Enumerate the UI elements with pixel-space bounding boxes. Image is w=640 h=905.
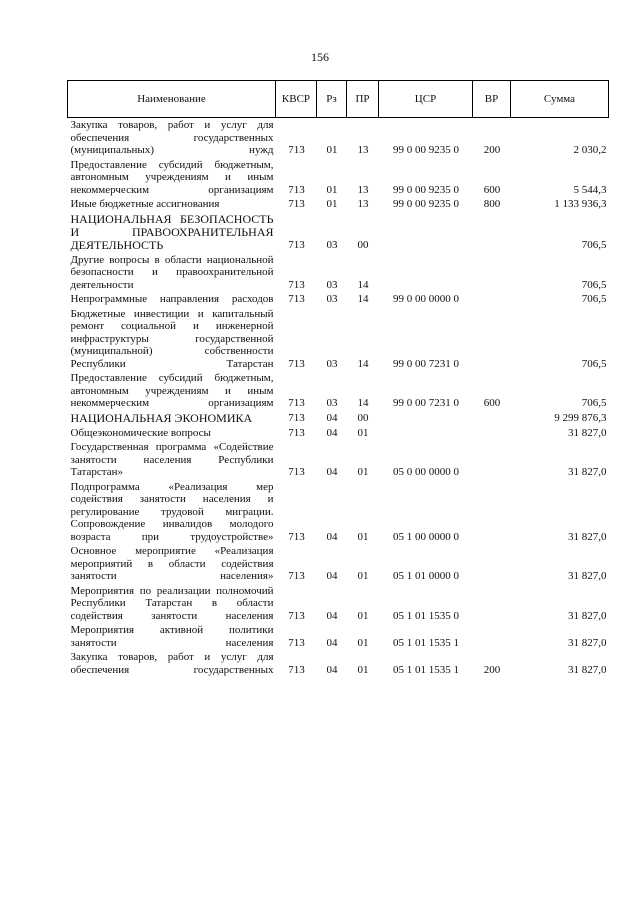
row-pr: 01	[357, 466, 369, 478]
row-pr: 14	[357, 357, 369, 370]
row-sum: 31 827,0	[568, 609, 607, 622]
row-csr: 99 0 00 7231 0	[393, 397, 459, 409]
row-csr	[379, 212, 473, 253]
row-pr: 13	[357, 144, 369, 156]
row-sum: 31 827,0	[568, 466, 607, 478]
table-row	[68, 623, 609, 650]
row-kvsr: 713	[288, 530, 305, 543]
row-name: Иные бюджетные ассигнования	[70, 198, 220, 210]
row-pr: 00	[357, 239, 369, 251]
row-vr	[473, 411, 511, 426]
row-kvsr: 713	[288, 609, 305, 622]
row-name: Бюджетные инвестиции и капитальный ремонт социальной и инженерной инфраструктуры государственной (муниципальной) собственности Республики Татарстан	[70, 307, 274, 370]
row-name: Закупка товаров, работ и услуг для обеспечения государственных	[70, 651, 274, 676]
row-vr	[473, 426, 511, 441]
table-row	[68, 584, 609, 624]
row-kvsr: 713	[288, 278, 305, 291]
row-csr	[379, 253, 473, 293]
row-sum: 706,5	[581, 357, 607, 370]
row-kvsr: 713	[288, 636, 305, 649]
row-vr	[473, 584, 511, 624]
row-csr: 05 1 00 0000 0	[393, 530, 459, 543]
row-vr: 200	[483, 144, 501, 156]
row-sum: 31 827,0	[568, 636, 607, 649]
row-kvsr: 713	[288, 663, 305, 676]
row-rz: 01	[326, 144, 338, 156]
row-vr: 200	[483, 663, 501, 676]
row-rz: 04	[326, 426, 338, 439]
row-rz: 04	[326, 663, 338, 676]
row-rz: 03	[326, 397, 338, 409]
row-csr: 99 0 00 0000 0	[393, 293, 459, 305]
row-name: Закупка товаров, работ и услуг для обеспечения государственных (муниципальных) нужд	[70, 119, 274, 156]
row-vr	[473, 212, 511, 253]
row-name: НАЦИОНАЛЬНАЯ ЭКОНОМИКА	[70, 410, 253, 425]
row-rz: 03	[326, 357, 338, 370]
row-kvsr: 713	[288, 426, 305, 439]
row-rz: 04	[326, 636, 338, 649]
row-csr: 05 1 01 1535 1	[393, 636, 459, 649]
header-pr: ПР	[347, 81, 379, 118]
budget-table	[67, 80, 609, 677]
row-vr	[473, 623, 511, 650]
row-pr: 14	[357, 397, 369, 409]
header-csr: ЦСР	[379, 81, 473, 118]
row-name: Предоставление субсидий бюджетным, автономным учреждениям и иным некоммерческим организациям	[70, 158, 274, 196]
table-row	[68, 426, 609, 441]
header-rz: Рз	[317, 81, 347, 118]
row-sum: 1 133 936,3	[554, 198, 607, 210]
row-csr	[379, 411, 473, 426]
row-kvsr: 713	[288, 239, 305, 251]
table-row	[68, 440, 609, 480]
table-header-row	[68, 81, 609, 118]
row-rz: 03	[326, 293, 338, 305]
row-name: Другие вопросы в области национальной безопасности и правоохранительной деятельности	[70, 253, 274, 291]
table-row	[68, 212, 609, 253]
row-rz: 01	[326, 183, 338, 196]
row-rz: 01	[326, 198, 338, 210]
row-csr: 99 0 00 7231 0	[393, 357, 459, 370]
table-row	[68, 307, 609, 372]
row-csr: 05 0 00 0000 0	[393, 466, 459, 478]
row-rz: 04	[326, 466, 338, 478]
row-pr: 14	[357, 278, 369, 291]
row-name: Мероприятия по реализации полномочий Республики Татарстан в области содействия занятости населения	[70, 584, 274, 622]
row-name: Подпрограмма «Реализация мер содействия занятости населения и регулирование трудовой миграции. Сопровождение инвалидов молодого возраста при трудоустройстве»	[70, 480, 274, 543]
table-row	[68, 118, 609, 158]
row-pr: 01	[357, 530, 369, 543]
row-pr: 01	[357, 426, 369, 439]
row-vr	[473, 440, 511, 480]
table-row	[68, 197, 609, 212]
table-row	[68, 480, 609, 545]
row-vr: 600	[483, 397, 501, 409]
row-vr	[473, 307, 511, 372]
row-name: Непрограммные направления расходов	[70, 293, 274, 305]
row-pr: 13	[357, 198, 369, 210]
row-sum: 706,5	[581, 293, 607, 305]
row-name: Государственная программа «Содействие занятости населения Республики Татарстан»	[70, 441, 274, 478]
row-rz: 04	[326, 412, 338, 424]
row-csr: 05 1 01 1535 0	[393, 609, 459, 622]
row-csr: 05 1 01 1535 1	[393, 663, 459, 676]
row-sum: 5 544,3	[573, 183, 607, 196]
row-vr	[473, 292, 511, 307]
row-kvsr: 713	[288, 183, 305, 196]
row-vr	[473, 480, 511, 545]
row-rz: 04	[326, 609, 338, 622]
row-vr: 600	[483, 183, 501, 196]
header-kvsr: КВСР	[276, 81, 317, 118]
header-name: Наименование	[68, 81, 276, 118]
row-sum: 31 827,0	[568, 570, 607, 582]
row-sum: 31 827,0	[568, 426, 607, 439]
row-rz: 03	[326, 278, 338, 291]
row-csr: 99 0 00 9235 0	[393, 198, 459, 210]
row-vr: 800	[483, 198, 501, 210]
row-sum: 9 299 876,3	[554, 412, 607, 424]
row-pr: 01	[357, 663, 369, 676]
row-pr: 01	[357, 636, 369, 649]
row-csr: 99 0 00 9235 0	[393, 144, 459, 156]
row-csr: 05 1 01 0000 0	[393, 570, 459, 582]
row-kvsr: 713	[288, 357, 305, 370]
row-kvsr: 713	[288, 412, 305, 424]
row-sum: 31 827,0	[568, 530, 607, 543]
row-name: Общеэкономические вопросы	[70, 426, 211, 439]
row-pr: 14	[357, 293, 369, 305]
row-rz: 04	[326, 530, 338, 543]
header-sum: Сумма	[511, 81, 609, 118]
row-pr: 13	[357, 183, 369, 196]
row-kvsr: 713	[288, 397, 305, 409]
page-number: 156	[311, 50, 329, 64]
row-kvsr: 713	[288, 293, 305, 305]
row-kvsr: 713	[288, 570, 305, 582]
row-csr: 99 0 00 9235 0	[393, 183, 459, 196]
row-sum: 31 827,0	[568, 663, 607, 676]
row-rz: 03	[326, 239, 338, 251]
row-sum: 706,5	[581, 278, 607, 291]
row-pr: 01	[357, 609, 369, 622]
row-name: Мероприятия активной политики занятости населения	[70, 624, 274, 649]
row-kvsr: 713	[288, 144, 305, 156]
header-vr: ВР	[473, 81, 511, 118]
table-row	[68, 253, 609, 293]
row-pr: 00	[357, 412, 369, 424]
row-sum: 2 030,2	[573, 144, 607, 156]
row-kvsr: 713	[288, 466, 305, 478]
row-name: Предоставление субсидий бюджетным, автономным учреждениям и иным некоммерческим организациям	[70, 372, 274, 409]
table-row	[68, 544, 609, 584]
row-sum: 706,5	[581, 397, 607, 409]
table-row	[68, 411, 609, 426]
row-sum: 706,5	[581, 239, 607, 251]
row-csr	[379, 426, 473, 441]
row-vr	[473, 544, 511, 584]
row-name: Основное мероприятие «Реализация мероприятий в области содействия занятости населения»	[70, 545, 274, 582]
table-row	[68, 158, 609, 198]
table-row	[68, 292, 609, 307]
row-pr: 01	[357, 570, 369, 582]
row-kvsr: 713	[288, 198, 305, 210]
row-name: НАЦИОНАЛЬНАЯ БЕЗОПАСНОСТЬ И ПРАВООХРАНИТЕЛЬНАЯ ДЕЯТЕЛЬНОСТЬ	[70, 211, 274, 252]
table-row	[68, 371, 609, 411]
table-row	[68, 650, 609, 677]
row-vr	[473, 253, 511, 293]
row-rz: 04	[326, 570, 338, 582]
